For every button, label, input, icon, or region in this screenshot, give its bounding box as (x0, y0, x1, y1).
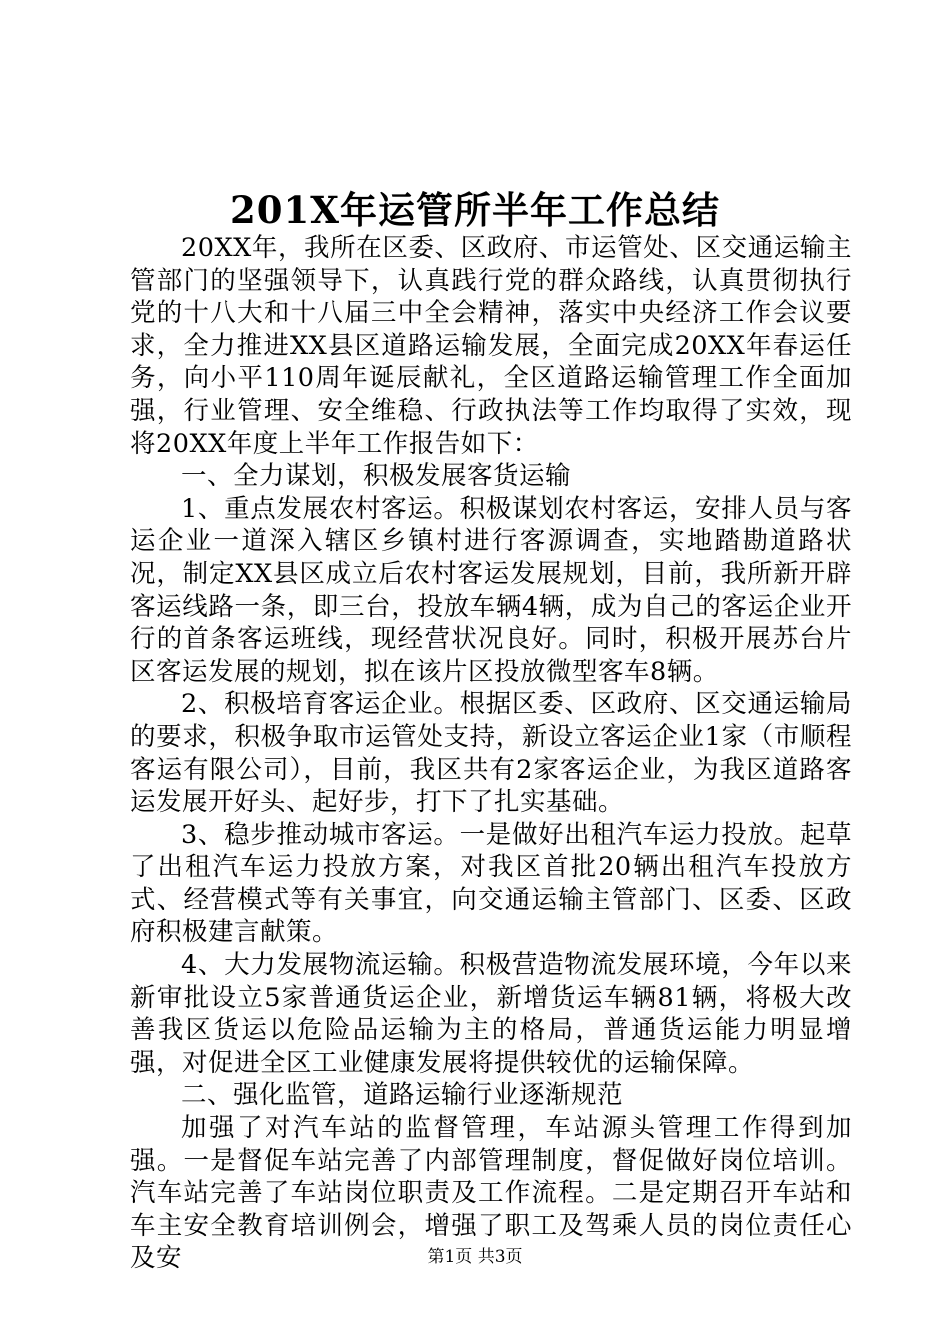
document-title: 201X年运管所半年工作总结 (230, 188, 720, 232)
document-body (130, 232, 852, 1275)
paragraph-rural-passenger: 1、重点发展农村客运。积极谋划农村客运，安排人员与客运企业一道深入辖区乡镇村进行客源调查，实地踏勘道路状况，制定XX县区成立后农村客运发展规划，目前，我所新开辟客运线路一条，即三台，投放车辆4辆，成为自己的客运企业开行的首条客运班线，现经营状况良好。同时，积极开展苏台片区客运发展的规划，拟在该片区投放微型客车8辆。 (130, 493, 852, 687)
paragraph-logistics: 4、大力发展物流运输。积极营造物流发展环境，今年以来新审批设立5家普通货运企业，新增货运车辆81辆，将极大改善我区货运以危险品运输为主的格局，普通货运能力明显增强，对促进全区工业健康发展将提供较优的运输保障。 (130, 950, 852, 1078)
page-footer: 第1页 共3页 (427, 1247, 523, 1267)
section-heading-1: 一、全力谋划，积极发展客货运输 (181, 461, 572, 492)
paragraph-passenger-enterprise: 2、积极培育客运企业。根据区委、区政府、区交通运输局的要求，积极争取市运管处支持，新设立客运企业1家（市顺程客运有限公司），目前，我区共有2家客运企业，为我区道路客运发展开好头、起好步，打下了扎实基础。 (130, 689, 852, 818)
paragraph-station-supervision: 加强了对汽车站的监督管理，车站源头管理工作得到加强。一是督促车站完善了内部管理制度，督促做好岗位培训。汽车站完善了车站岗位职责及工作流程。二是定期召开车站和车主安全教育培训例会，增强了职工及驾乘人员的岗位责任心及安 (130, 1113, 852, 1274)
paragraph-city-passenger: 3、稳步推动城市客运。一是做好出租汽车运力投放。起草了出租汽车运力投放方案，对我区首批20辆出租汽车投放方式、经营模式等有关事宜，向交通运输主管部门、区委、区政府积极建言献策。 (130, 819, 852, 948)
section-heading-2: 二、强化监管，道路运输行业逐渐规范 (181, 1080, 624, 1111)
paragraph-intro: 20XX年，我所在区委、区政府、市运管处、区交通运输主管部门的坚强领导下，认真践行党的群众路线，认真贯彻执行党的十八大和十八届三中全会精神，落实中央经济工作会议要求，全力推进XX县区道路运输发展，全面完成20XX年春运任务，向小平110周年诞辰献礼，全区道路运输管理工作全面加强，行业管理、安全维稳、行政执法等工作均取得了实效，现将20XX年度上半年工作报告如下： (130, 233, 852, 459)
